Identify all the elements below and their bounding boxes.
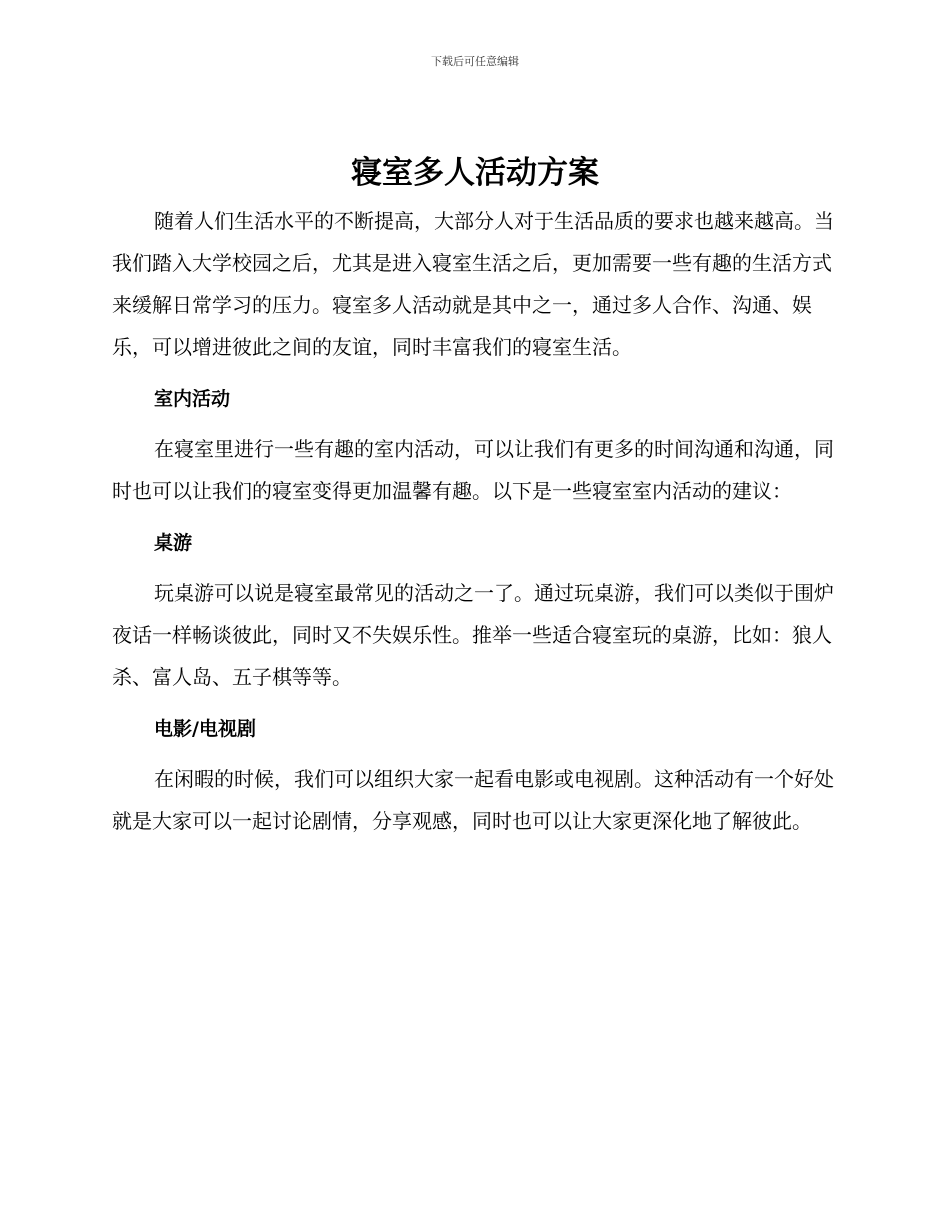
intro-paragraph: 随着人们生活水平的不断提高，大部分人对于生活品质的要求也越来越高。当我们踏入大学校园之后，尤其是进入寝室生活之后，更加需要一些有趣的生活方式来缓解日常学习的压力。寝室多人活动就是其中之一，通过多人合作、沟通、娱乐，可以增进彼此之间的友谊，同时丰富我们的寝室生活。 [112,209,834,359]
header-note: 下载后可任意编辑 [431,55,519,68]
document-title: 寝室多人活动方案 [351,155,599,191]
section-paragraph-board-games: 玩桌游可以说是寝室最常见的活动之一了。通过玩桌游，我们可以类似于围炉夜话一样畅谈彼此，同时又不失娱乐性。推举一些适合寝室玩的桌游，比如：狼人杀、富人岛、五子棋等等。 [112,581,834,689]
section-heading-movies: 电影/电视剧 [154,718,256,740]
section-paragraph-movies: 在闲暇的时候，我们可以组织大家一起看电影或电视剧。这种活动有一个好处就是大家可以一起讨论剧情，分享观感，同时也可以让大家更深化地了解彼此。 [112,767,834,833]
section-heading-board-games: 桌游 [154,532,193,554]
section-paragraph-indoor: 在寝室里进行一些有趣的室内活动，可以让我们有更多的时间沟通和沟通，同时也可以让我们的寝室变得更加温馨有趣。以下是一些寝室室内活动的建议： [112,437,834,503]
document-body [112,200,834,842]
section-heading-indoor: 室内活动 [154,388,231,410]
